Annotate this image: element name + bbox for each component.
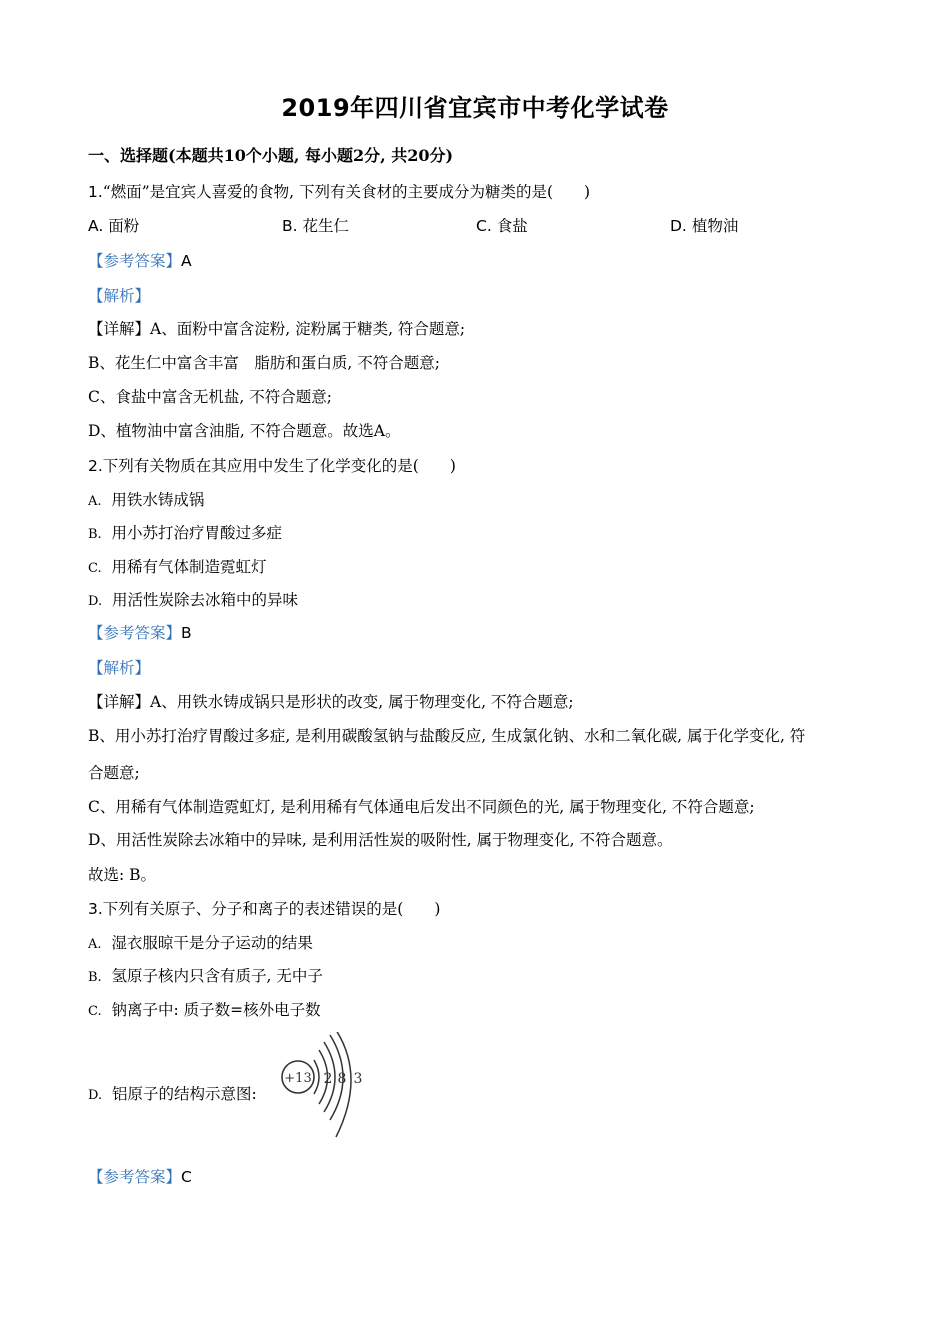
- shell-3-electrons: 3: [353, 1071, 363, 1087]
- q2-option-c: C. 用稀有气体制造霓虹灯: [88, 558, 267, 576]
- q2-option-a: A. 用铁水铸成锅: [88, 491, 205, 509]
- shell-2-electrons: 8: [337, 1071, 347, 1087]
- q1-option-a: A. 面粉: [88, 217, 140, 235]
- q1-detail-line: B、花生仁中富含丰富 脂肪和蛋白质, 不符合题意;: [88, 354, 440, 372]
- q2-analysis-label: 【解析】: [88, 659, 151, 677]
- q2-option-b: B. 用小苏打治疗胃酸过多症: [88, 524, 283, 542]
- q1-detail-line: D、植物油中富含油脂, 不符合题意。故选A。: [88, 422, 401, 440]
- question-2-stem: [88, 455, 456, 477]
- q2-detail-line: 故选: B。: [88, 866, 157, 884]
- shell-1-electrons: 2: [323, 1071, 333, 1087]
- q1-option-b: B. 花生仁: [282, 217, 350, 235]
- q1-detail-line: C、食盐中富含无机盐, 不符合题意;: [88, 388, 332, 406]
- question-text: “燃面”是宜宾人喜爱的食物, 下列有关食材的主要成分为糖类的是( ): [102, 183, 591, 201]
- q2-detail-line: 【详解】A、用铁水铸成锅只是形状的改变, 属于物理变化, 不符合题意;: [88, 693, 574, 711]
- q2-detail-line: D、用活性炭除去冰箱中的异味, 是利用活性炭的吸附性, 属于物理变化, 不符合题意。: [88, 831, 673, 849]
- q3-option-d: D. 铝原子的结构示意图:: [88, 1085, 257, 1103]
- question-number: 1.: [88, 183, 103, 201]
- q2-detail-line: B、用小苏打治疗胃酸过多症, 是利用碳酸氢钠与盐酸反应, 生成氯化钠、水和二氧化碳, 属于化学变化, 符: [88, 727, 806, 745]
- q1-option-d: D. 植物油: [670, 217, 739, 235]
- question-number: 3.: [88, 900, 103, 918]
- question-3-stem: [88, 898, 440, 920]
- q3-option-a: A. 湿衣服晾干是分子运动的结果: [88, 934, 313, 952]
- q2-answer: 【参考答案】B: [88, 624, 192, 642]
- q1-option-c: C. 食盐: [476, 217, 528, 235]
- q3-option-b: B. 氢原子核内只含有质子, 无中子: [88, 967, 323, 985]
- aluminum-atom-diagram: [278, 1032, 368, 1144]
- q2-option-d: D. 用活性炭除去冰箱中的异味: [88, 591, 298, 609]
- question-number: 2.: [88, 457, 103, 475]
- q2-detail-line: 合题意;: [88, 764, 140, 782]
- page-title: 2019年四川省宜宾市中考化学试卷: [281, 94, 669, 122]
- nucleus-charge: +13: [284, 1071, 312, 1086]
- question-1-stem: [88, 181, 590, 203]
- question-text: 下列有关物质在其应用中发生了化学变化的是( ): [102, 457, 456, 475]
- q1-detail-line: 【详解】A、面粉中富含淀粉, 淀粉属于糖类, 符合题意;: [88, 320, 466, 338]
- q1-analysis-label: 【解析】: [88, 287, 151, 305]
- q2-detail-line: C、用稀有气体制造霓虹灯, 是利用稀有气体通电后发出不同颜色的光, 属于物理变化, 不符合题意;: [88, 798, 755, 816]
- q3-answer: 【参考答案】C: [88, 1168, 192, 1186]
- question-text: 下列有关原子、分子和离子的表述错误的是( ): [102, 900, 441, 918]
- q1-answer: 【参考答案】A: [88, 252, 192, 270]
- q3-option-c: C. 钠离子中: 质子数=核外电子数: [88, 1001, 321, 1019]
- section-heading: 一、选择题(本题共10个小题, 每小题2分, 共20分): [88, 146, 454, 165]
